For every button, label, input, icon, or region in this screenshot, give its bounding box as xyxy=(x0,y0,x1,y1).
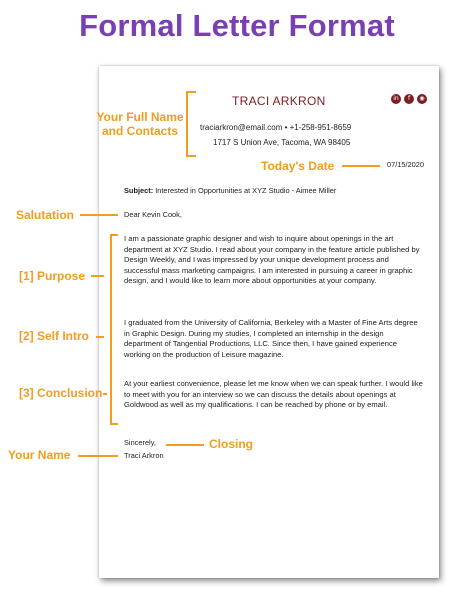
social-icons xyxy=(391,94,427,104)
subject-line xyxy=(124,186,336,195)
line-purpose xyxy=(91,275,104,277)
page-heading: Formal Letter Format xyxy=(79,8,395,43)
linkedin-icon: in xyxy=(391,94,401,104)
bracket-body-bottom xyxy=(110,423,118,425)
letter-date: 07/15/2020 xyxy=(387,160,424,169)
bracket-full-name xyxy=(186,91,188,157)
subject-label: Subject: xyxy=(124,186,154,195)
contact-line-1: traciarkron@email.com • +1-258-951-8659 xyxy=(200,123,352,132)
annotation-date: Today's Date xyxy=(261,159,335,173)
annotation-your-name: Your Name xyxy=(8,448,71,462)
facebook-icon: f xyxy=(404,94,414,104)
github-icon: ◉ xyxy=(417,94,427,104)
line-salutation xyxy=(80,214,118,216)
signature-text: Traci Arkron xyxy=(124,451,164,460)
contact-line-2: 1717 S Union Ave, Tacoma, WA 98405 xyxy=(213,138,351,147)
annotation-closing: Closing xyxy=(209,437,253,451)
bracket-body-top xyxy=(110,234,118,236)
annotation-salutation: Salutation xyxy=(16,208,75,222)
bracket-bottom-tick xyxy=(186,155,196,157)
subject-text: Interested in Opportunities at XYZ Studio - Aimee Miller xyxy=(155,186,337,195)
paragraph-purpose: I am a passionate graphic designer and wish to inquire about openings in the art department at XYZ Studio. I read about your company in the feature article published by Design Weekly, and I was impressed by your unique development process and successful mass marketing campaigns. I am interested in pursuing a career in graphic design, and I would like to learn more about opportunities at your company. xyxy=(124,234,420,285)
bracket-top-tick xyxy=(186,91,196,93)
line-self-intro xyxy=(96,336,104,338)
annotation-purpose: [1] Purpose xyxy=(19,269,86,283)
line-conclusion xyxy=(103,393,107,395)
bracket-body xyxy=(110,234,112,425)
annotation-full-name: Your Full Name and Contacts xyxy=(96,110,184,138)
line-closing xyxy=(166,444,204,446)
line-date xyxy=(342,165,380,167)
annotation-conclusion: [3] Conclusion xyxy=(19,386,103,400)
line-your-name xyxy=(78,455,118,457)
paragraph-self-intro: I graduated from the University of California, Berkeley with a Master of Fine Arts degree in Graphic Design. During my studies, I completed an internship in the design department of Tangential Productions, LLC. Since then, I have gained experience working on the production of Leisure magazine. xyxy=(124,318,418,359)
closing-text: Sincerely, xyxy=(124,438,156,447)
paragraph-conclusion: At your earliest convenience, please let me know when we can speak further. I would like to meet with you for an interview so we can discuss the details about openings at Goldwood as well as my qualifications. I can be reached by phone or by email. xyxy=(124,379,423,409)
letter-sender-name: TRACI ARKRON xyxy=(232,94,326,108)
salutation-text: Dear Kevin Cook, xyxy=(124,210,182,219)
annotation-self-intro: [2] Self Intro xyxy=(19,329,90,343)
